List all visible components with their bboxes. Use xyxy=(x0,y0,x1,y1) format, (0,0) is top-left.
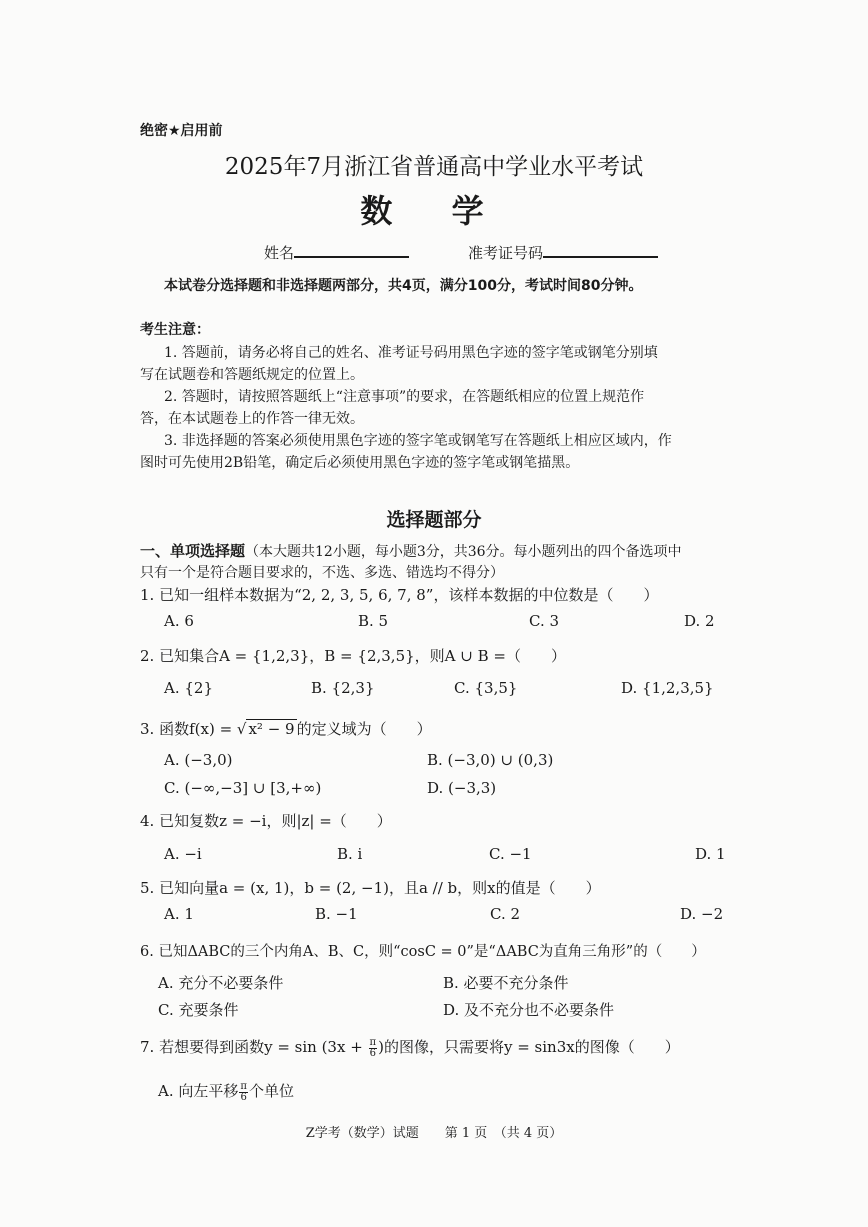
q1-option-d: D. 2 xyxy=(684,612,715,630)
id-label: 准考证号码 xyxy=(468,244,544,262)
q6-option-b: B. 必要不充分条件 xyxy=(443,974,569,992)
note-3b: 图时可先使用2B铅笔，确定后必须使用黑色字迹的签字笔或钢笔描黑。 xyxy=(140,455,580,471)
section-title: 选择题部分 xyxy=(386,509,482,531)
q4-option-b: B. i xyxy=(337,845,363,863)
q7-stem-pre: 7. 若想要得到函数y = sin (3x + xyxy=(140,1038,368,1056)
exam-title: 2025年7月浙江省普通高中学业水平考试 xyxy=(224,154,644,180)
q1-option-b: B. 5 xyxy=(358,612,389,630)
q5-option-a: A. 1 xyxy=(164,905,194,923)
note-1a: 1. 答题前，请务必将自己的姓名、准考证号码用黑色字迹的签字笔或钢笔分别填 xyxy=(164,345,658,361)
name-blank xyxy=(294,242,409,258)
id-blank xyxy=(543,242,658,258)
q6-stem: 6. 已知ΔABC的三个内角A、B、C，则“cosC = 0”是“ΔABC为直角三角形”的（ ） xyxy=(140,944,706,960)
q1-option-a: A. 6 xyxy=(164,612,194,630)
name-label: 姓名 xyxy=(264,244,295,262)
q3-stem: 3. 函数f(x) = √ x² − 9 的定义域为（ ） xyxy=(140,720,432,738)
q3-option-c: C. (−∞,−3] ∪ [3,+∞) xyxy=(164,779,322,797)
part-description xyxy=(140,540,682,561)
q4-option-a: A. −i xyxy=(164,845,202,863)
part-desc-b: 只有一个是符合题目要求的，不选、多选、错选均不得分） xyxy=(140,565,504,581)
q3-sqrt: x² − 9 xyxy=(248,720,295,738)
q4-stem: 4. 已知复数z = −i，则|z| =（ ） xyxy=(140,812,392,830)
q6-option-c: C. 充要条件 xyxy=(158,1001,239,1019)
q7-fraction: $\frac{\pi}{6}$ xyxy=(369,1036,377,1059)
note-1b: 写在试题卷和答题纸规定的位置上。 xyxy=(140,367,364,383)
q5-stem: 5. 已知向量a = (x, 1)，b = (2, −1)，且a // b，则x的值是（ ） xyxy=(140,879,601,897)
secret-label: 绝密★启用前 xyxy=(140,123,223,139)
q3-option-d: D. (−3,3) xyxy=(427,779,497,797)
q3-option-b: B. (−3,0) ∪ (0,3) xyxy=(427,751,554,769)
id-field xyxy=(468,242,658,263)
q5-option-b: B. −1 xyxy=(315,905,358,923)
page-footer: Z学考（数学）试题 第 1 页 （共 4 页） xyxy=(305,1126,563,1141)
q5-option-c: C. 2 xyxy=(490,905,521,923)
q2-option-c: C. {3,5} xyxy=(454,679,518,697)
exam-intro: 本试卷分选择题和非选择题两部分，共4页，满分100分，考试时间80分钟。 xyxy=(164,278,643,294)
note-2b: 答，在本试题卷上的作答一律无效。 xyxy=(140,411,364,427)
q4-option-c: C. −1 xyxy=(489,845,532,863)
q1-option-c: C. 3 xyxy=(529,612,560,630)
name-field xyxy=(264,242,409,263)
q2-option-b: B. {2,3} xyxy=(311,679,375,697)
q7-option-a: A. 向左平移 $\frac{\pi}{6}$ 个单位 xyxy=(158,1080,294,1103)
q7-stem xyxy=(140,1036,680,1059)
q7-option-a-fraction: $\frac{\pi}{6}$ xyxy=(240,1080,247,1103)
note-3a: 3. 非选择题的答案必须使用黑色字迹的签字笔或钢笔写在答题纸上相应区域内，作 xyxy=(164,433,672,449)
note-2a: 2. 答题时，请按照答题纸上“注意事项”的要求，在答题纸相应的位置上规范作 xyxy=(164,389,645,405)
q4-option-d: D. 1 xyxy=(695,845,726,863)
q3-stem-pre: 3. 函数f(x) = xyxy=(140,720,237,738)
notes-title: 考生注意： xyxy=(140,322,210,338)
q2-stem: 2. 已知集合A = {1,2,3}，B = {2,3,5}，则A ∪ B =（ ） xyxy=(140,647,566,665)
subject-title: 数 学 xyxy=(360,192,508,230)
q6-option-d: D. 及不充分也不必要条件 xyxy=(443,1001,615,1019)
q2-option-a: A. {2} xyxy=(164,679,213,697)
part-desc-a: （本大题共12小题，每小题3分，共36分。每小题列出的四个备选项中 xyxy=(245,544,682,560)
q7-stem-post: )的图像，只需要将y = sin3x的图像（ ） xyxy=(378,1038,680,1056)
q1-stem: 1. 已知一组样本数据为“2, 2, 3, 5, 6, 7, 8”，该样本数据的中位数是（ ） xyxy=(140,586,659,604)
q2-option-d: D. {1,2,3,5} xyxy=(621,679,714,697)
q3-stem-post: 的定义域为（ ） xyxy=(296,720,432,738)
q6-option-a: A. 充分不必要条件 xyxy=(158,974,284,992)
q3-option-a: A. (−3,0) xyxy=(164,751,233,769)
q5-option-d: D. −2 xyxy=(680,905,724,923)
part-label: 一、单项选择题 xyxy=(140,542,246,560)
